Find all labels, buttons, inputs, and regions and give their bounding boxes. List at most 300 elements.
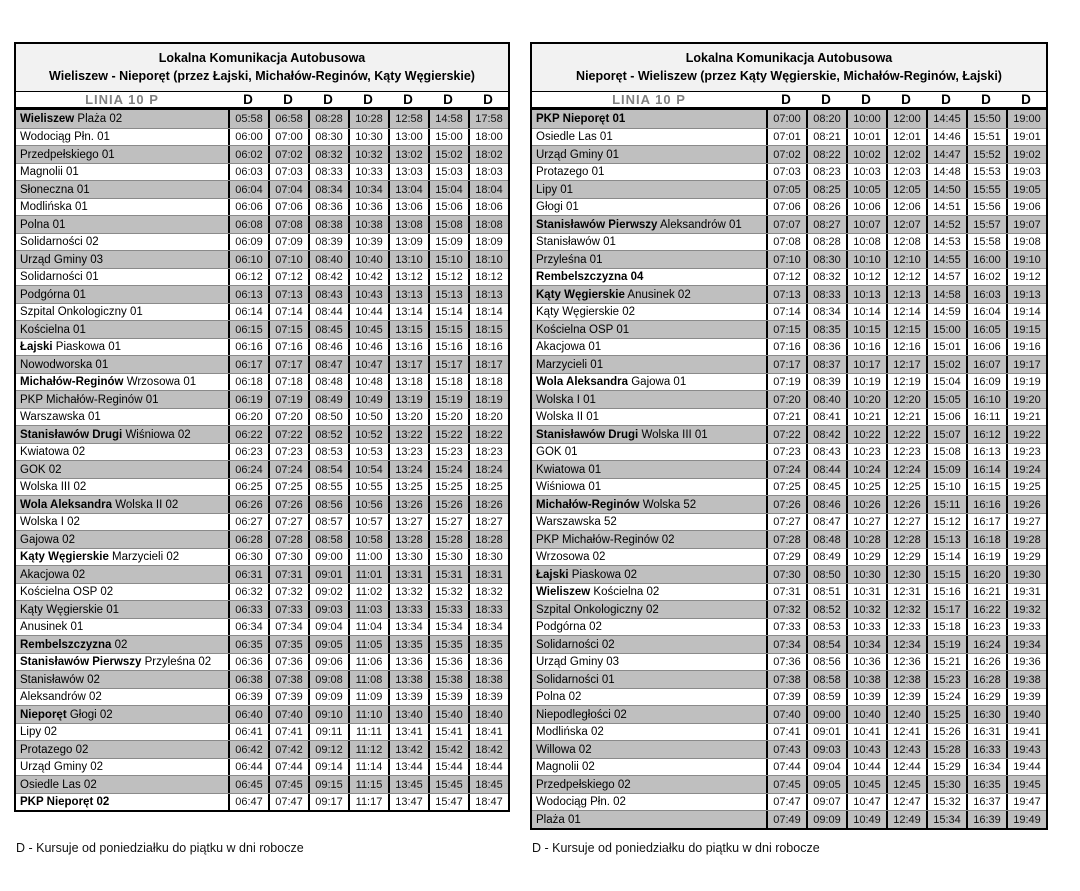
departure-time: 10:40	[348, 251, 388, 268]
departure-time: 18:10	[468, 251, 508, 268]
departure-time: 15:32	[428, 584, 468, 601]
departure-time: 11:12	[348, 741, 388, 758]
departure-time: 10:15	[846, 321, 886, 338]
departure-time: 08:46	[806, 496, 846, 513]
departure-time: 07:33	[268, 601, 308, 618]
departure-time: 13:42	[388, 741, 428, 758]
departure-time: 12:41	[886, 724, 926, 741]
departure-time: 12:22	[886, 426, 926, 443]
departure-time: 19:27	[1006, 514, 1046, 531]
departure-time: 16:30	[966, 706, 1006, 723]
stop-name: Stanisławów Drugi Wolska III 01	[536, 428, 708, 441]
departure-time: 12:43	[886, 741, 926, 758]
departure-time: 08:42	[806, 426, 846, 443]
departure-time: 07:10	[766, 251, 806, 268]
departure-time: 10:43	[348, 286, 388, 303]
stop-name: Szpital Onkologiczny 01	[20, 306, 143, 318]
stop-name: Gajowa 02	[20, 533, 75, 546]
stop-row	[16, 320, 508, 338]
departure-time: 10:38	[846, 671, 886, 688]
stop-row	[532, 110, 1046, 128]
departure-time: 12:47	[886, 794, 926, 811]
departure-time: 18:28	[468, 531, 508, 548]
departure-time: 07:40	[268, 706, 308, 723]
departure-time: 08:35	[806, 321, 846, 338]
stop-name: Rembelszczyzna 02	[20, 638, 128, 651]
departure-time: 08:33	[806, 286, 846, 303]
departure-time: 13:36	[388, 654, 428, 671]
departure-time: 14:58	[926, 286, 966, 303]
departure-time: 18:15	[468, 321, 508, 338]
departure-time: 07:32	[268, 584, 308, 601]
stop-name: Stanisławów 01	[536, 236, 616, 248]
stop-name: Anusinek 01	[20, 621, 84, 633]
departure-time: 10:16	[846, 339, 886, 356]
departure-time: 16:18	[966, 531, 1006, 548]
departure-time: 07:16	[268, 339, 308, 356]
departure-time: 12:08	[886, 234, 926, 251]
departure-time: 12:49	[886, 811, 926, 828]
departure-time: 16:10	[966, 391, 1006, 408]
departure-time: 08:36	[308, 199, 348, 216]
stop-row	[16, 775, 508, 793]
departure-time: 08:57	[308, 514, 348, 531]
departure-time: 07:13	[766, 286, 806, 303]
day-code-header: D	[821, 92, 831, 108]
departure-time: 09:03	[308, 601, 348, 618]
departure-time: 14:46	[926, 129, 966, 146]
departure-time: 06:27	[228, 514, 268, 531]
departure-time: 12:06	[886, 199, 926, 216]
departure-time: 08:42	[308, 269, 348, 286]
departure-time: 10:44	[348, 304, 388, 321]
departure-time: 06:13	[228, 286, 268, 303]
operator-title: Lokalna Komunikacja Autobusowa	[685, 51, 893, 65]
stop-name: GOK 02	[20, 463, 62, 476]
departure-time: 07:22	[766, 426, 806, 443]
departure-time: 06:16	[228, 339, 268, 356]
departure-time: 13:34	[388, 619, 428, 636]
departure-time: 15:06	[926, 409, 966, 426]
departure-time: 10:29	[846, 549, 886, 566]
stop-row	[532, 268, 1046, 286]
day-code-header: D	[283, 92, 293, 108]
departure-time: 16:05	[966, 321, 1006, 338]
stop-row	[532, 653, 1046, 671]
stop-row	[532, 320, 1046, 338]
departure-time: 08:44	[308, 304, 348, 321]
departure-time: 10:25	[846, 479, 886, 496]
departure-time: 19:36	[1006, 654, 1046, 671]
departure-time: 07:12	[268, 269, 308, 286]
departure-time: 16:37	[966, 794, 1006, 811]
departure-time: 18:12	[468, 269, 508, 286]
departure-time: 08:39	[308, 234, 348, 251]
departure-time: 11:14	[348, 759, 388, 776]
stop-name: Głogi 01	[536, 201, 579, 213]
stop-row	[532, 233, 1046, 251]
departure-time: 18:31	[468, 566, 508, 583]
departure-time: 15:28	[428, 531, 468, 548]
stop-row	[532, 723, 1046, 741]
departure-time: 08:53	[806, 619, 846, 636]
departure-time: 15:16	[926, 584, 966, 601]
departure-time: 07:02	[268, 146, 308, 163]
departure-time: 11:06	[348, 654, 388, 671]
stop-name: Kościelna OSP 02	[20, 586, 114, 598]
departure-time: 12:24	[886, 461, 926, 478]
departure-time: 15:44	[428, 759, 468, 776]
departure-time: 14:45	[926, 110, 966, 128]
stop-name: Wiśniowa 01	[536, 481, 602, 493]
departure-time: 13:10	[388, 251, 428, 268]
departure-time: 18:27	[468, 514, 508, 531]
stop-name: Urząd Gminy 03	[536, 656, 620, 668]
stop-name: Przedpełskiego 02	[536, 778, 631, 791]
stop-row	[16, 338, 508, 356]
departure-time: 06:15	[228, 321, 268, 338]
departure-time: 12:45	[886, 776, 926, 793]
departure-time: 18:08	[468, 216, 508, 233]
stop-name: Magnolii 01	[20, 166, 79, 178]
departure-time: 09:02	[308, 584, 348, 601]
stop-row	[532, 163, 1046, 181]
departure-time: 07:14	[268, 304, 308, 321]
stop-name: Wolska I 01	[536, 393, 596, 406]
departure-time: 08:50	[308, 409, 348, 426]
departure-time: 19:29	[1006, 549, 1046, 566]
stop-row	[532, 215, 1046, 233]
departure-time: 10:56	[348, 496, 388, 513]
departure-time: 07:30	[268, 549, 308, 566]
departure-time: 06:03	[228, 164, 268, 181]
departure-time: 18:47	[468, 794, 508, 811]
departure-time: 07:05	[766, 181, 806, 198]
departure-time: 13:12	[388, 269, 428, 286]
departure-time: 09:17	[308, 794, 348, 811]
stop-row	[16, 670, 508, 688]
departure-time: 10:52	[348, 426, 388, 443]
stop-name: Wolska I 02	[20, 516, 80, 528]
departure-time: 10:23	[846, 444, 886, 461]
departure-time: 08:28	[806, 234, 846, 251]
departure-time: 19:25	[1006, 479, 1046, 496]
departure-time: 07:38	[766, 671, 806, 688]
stop-name: Stanisławów Drugi Wiśniowa 02	[20, 428, 191, 441]
departure-time: 18:14	[468, 304, 508, 321]
departure-time: 13:14	[388, 304, 428, 321]
departure-time: 15:09	[428, 234, 468, 251]
stop-name: Rembelszczyzna 04	[536, 271, 644, 283]
departure-time: 12:17	[886, 356, 926, 373]
footnote-left: D - Kursuje od poniedziałku do piątku w dni robocze	[16, 841, 304, 855]
stop-row	[16, 548, 508, 566]
departure-time: 19:06	[1006, 199, 1046, 216]
departure-time: 12:40	[886, 706, 926, 723]
departure-time: 08:32	[308, 146, 348, 163]
stop-row	[16, 163, 508, 181]
departure-time: 14:57	[926, 269, 966, 286]
departure-time: 12:26	[886, 496, 926, 513]
stop-row	[16, 565, 508, 583]
departure-time: 08:40	[806, 391, 846, 408]
departure-time: 19:01	[1006, 129, 1046, 146]
departure-time: 15:12	[926, 514, 966, 531]
departure-time: 08:52	[308, 426, 348, 443]
day-code-header: D	[861, 92, 871, 108]
departure-time: 06:28	[228, 531, 268, 548]
departure-time: 14:51	[926, 199, 966, 216]
day-code-header: D	[1021, 92, 1031, 108]
route-subtitle: Nieporęt - Wieliszew (przez Kąty Węgierskie, Michałów-Reginów, Łajski)	[576, 69, 1002, 84]
stop-name: Modlińska 02	[536, 726, 604, 738]
departure-time: 18:34	[468, 619, 508, 636]
departure-time: 06:04	[228, 181, 268, 198]
departure-time: 14:59	[926, 304, 966, 321]
departure-time: 07:24	[268, 461, 308, 478]
departure-time: 10:08	[846, 234, 886, 251]
departure-time: 07:34	[268, 619, 308, 636]
departure-time: 08:45	[308, 321, 348, 338]
departure-time: 16:07	[966, 356, 1006, 373]
departure-time: 13:47	[388, 794, 428, 811]
departure-time: 10:42	[348, 269, 388, 286]
departure-time: 15:04	[428, 181, 468, 198]
departure-time: 10:03	[846, 164, 886, 181]
stop-row	[16, 758, 508, 776]
stop-row	[532, 373, 1046, 391]
departure-time: 13:20	[388, 409, 428, 426]
departure-time: 06:36	[228, 654, 268, 671]
departure-time: 15:27	[428, 514, 468, 531]
stop-name: Osiedle Las 02	[20, 778, 97, 791]
departure-time: 07:41	[268, 724, 308, 741]
stop-row	[532, 635, 1046, 653]
departure-time: 06:44	[228, 759, 268, 776]
departure-time: 10:28	[348, 110, 388, 128]
column-header-row	[532, 92, 1046, 110]
departure-time: 19:30	[1006, 566, 1046, 583]
departure-time: 06:31	[228, 566, 268, 583]
departure-time: 09:03	[806, 741, 846, 758]
departure-time: 06:02	[228, 146, 268, 163]
departure-time: 10:13	[846, 286, 886, 303]
departure-time: 06:33	[228, 601, 268, 618]
departure-time: 15:15	[926, 566, 966, 583]
departure-time: 16:26	[966, 654, 1006, 671]
stop-row	[532, 495, 1046, 513]
stop-name: Wieliszew Plaża 02	[20, 113, 123, 125]
departure-time: 11:10	[348, 706, 388, 723]
departure-time: 10:46	[348, 339, 388, 356]
departure-time: 10:31	[846, 584, 886, 601]
departure-time: 15:06	[428, 199, 468, 216]
column-header-row	[16, 92, 508, 110]
departure-time: 07:29	[766, 549, 806, 566]
departure-time: 15:56	[966, 199, 1006, 216]
departure-time: 15:25	[428, 479, 468, 496]
departure-time: 15:13	[926, 531, 966, 548]
stop-name: Solidarności 02	[536, 638, 615, 651]
departure-time: 09:04	[806, 759, 846, 776]
departure-time: 07:06	[268, 199, 308, 216]
departure-time: 08:49	[806, 549, 846, 566]
departure-time: 16:04	[966, 304, 1006, 321]
departure-time: 13:23	[388, 444, 428, 461]
stop-name: Urząd Gminy 03	[20, 253, 104, 266]
departure-time: 09:00	[806, 706, 846, 723]
departure-time: 08:27	[806, 216, 846, 233]
departure-time: 06:30	[228, 549, 268, 566]
departure-time: 12:13	[886, 286, 926, 303]
departure-time: 10:10	[846, 251, 886, 268]
stop-row	[532, 618, 1046, 636]
departure-time: 19:26	[1006, 496, 1046, 513]
stop-name: Akacjowa 01	[536, 341, 602, 353]
departure-time: 07:44	[268, 759, 308, 776]
departure-time: 06:14	[228, 304, 268, 321]
departure-time: 15:20	[428, 409, 468, 426]
departure-time: 08:39	[806, 374, 846, 391]
departure-time: 16:02	[966, 269, 1006, 286]
departure-time: 19:28	[1006, 531, 1046, 548]
stop-name: Wodociąg Płn. 01	[20, 131, 110, 143]
departure-time: 06:17	[228, 356, 268, 373]
departure-time: 07:26	[766, 496, 806, 513]
departure-time: 07:01	[766, 129, 806, 146]
stop-name: Kąty Węgierskie 01	[20, 603, 120, 616]
stop-row	[16, 355, 508, 373]
stop-name: Solidarności 01	[20, 271, 99, 283]
departure-time: 14:52	[926, 216, 966, 233]
departure-time: 07:03	[268, 164, 308, 181]
departure-time: 18:32	[468, 584, 508, 601]
departure-time: 15:09	[926, 461, 966, 478]
stop-row	[16, 180, 508, 198]
departure-time: 18:35	[468, 636, 508, 653]
departure-time: 15:31	[428, 566, 468, 583]
departure-time: 07:45	[766, 776, 806, 793]
day-code-header: D	[941, 92, 951, 108]
stop-row	[16, 408, 508, 426]
departure-time: 19:32	[1006, 601, 1046, 618]
departure-time: 15:33	[428, 601, 468, 618]
departure-time: 07:25	[268, 479, 308, 496]
departure-time: 11:04	[348, 619, 388, 636]
departure-time: 08:38	[308, 216, 348, 233]
departure-time: 10:26	[846, 496, 886, 513]
departure-time: 06:25	[228, 479, 268, 496]
departure-time: 09:05	[806, 776, 846, 793]
departure-time: 10:50	[348, 409, 388, 426]
stop-row	[16, 268, 508, 286]
departure-time: 07:39	[766, 689, 806, 706]
stop-row	[532, 810, 1046, 828]
stop-name: Protazego 01	[536, 166, 605, 178]
departure-time: 15:30	[428, 549, 468, 566]
departure-time: 15:13	[428, 286, 468, 303]
departure-time: 16:19	[966, 549, 1006, 566]
departure-time: 07:00	[268, 129, 308, 146]
stop-name: Warszawska 01	[20, 411, 101, 423]
stop-name: Kąty Węgierskie 02	[536, 306, 636, 318]
departure-time: 08:26	[806, 199, 846, 216]
departure-time: 14:47	[926, 146, 966, 163]
departure-time: 07:34	[766, 636, 806, 653]
departure-time: 07:28	[766, 531, 806, 548]
stop-row	[532, 425, 1046, 443]
departure-time: 08:20	[806, 110, 846, 128]
day-code-headers	[228, 92, 508, 107]
departure-time: 08:56	[806, 654, 846, 671]
departure-time: 10:20	[846, 391, 886, 408]
departure-time: 10:19	[846, 374, 886, 391]
departure-time: 08:59	[806, 689, 846, 706]
departure-time: 13:15	[388, 321, 428, 338]
departure-time: 15:14	[926, 549, 966, 566]
stop-row	[16, 688, 508, 706]
timetable-nieporet-wieliszew	[530, 42, 1048, 830]
departure-time: 19:39	[1006, 689, 1046, 706]
departure-time: 15:25	[926, 706, 966, 723]
departure-time: 06:47	[228, 794, 268, 811]
departure-time: 07:20	[268, 409, 308, 426]
departure-time: 07:27	[268, 514, 308, 531]
stop-name: Nowodworska 01	[20, 358, 109, 371]
stop-row	[532, 513, 1046, 531]
departure-time: 07:31	[268, 566, 308, 583]
stop-row	[532, 128, 1046, 146]
departure-time: 19:15	[1006, 321, 1046, 338]
departure-time: 15:18	[926, 619, 966, 636]
departure-time: 12:44	[886, 759, 926, 776]
departure-time: 12:39	[886, 689, 926, 706]
stop-row	[532, 460, 1046, 478]
stop-row	[16, 285, 508, 303]
departure-time: 19:40	[1006, 706, 1046, 723]
departure-time: 10:06	[846, 199, 886, 216]
departure-time: 15:08	[428, 216, 468, 233]
departure-time: 08:47	[806, 514, 846, 531]
departure-time: 16:24	[966, 636, 1006, 653]
departure-time: 15:51	[966, 129, 1006, 146]
stop-row	[532, 285, 1046, 303]
departure-time: 18:24	[468, 461, 508, 478]
departure-time: 06:00	[228, 129, 268, 146]
departure-time: 13:28	[388, 531, 428, 548]
departure-time: 15:52	[966, 146, 1006, 163]
departure-time: 10:49	[348, 391, 388, 408]
departure-time: 13:26	[388, 496, 428, 513]
departure-time: 07:31	[766, 584, 806, 601]
departure-time: 13:30	[388, 549, 428, 566]
departure-time: 07:04	[268, 181, 308, 198]
stop-name: Michałów-Reginów Wrzosowa 01	[20, 376, 197, 388]
departure-time: 16:28	[966, 671, 1006, 688]
departure-time: 12:36	[886, 654, 926, 671]
departure-time: 06:38	[228, 671, 268, 688]
departure-time: 08:33	[308, 164, 348, 181]
stop-name: Wolska II 01	[536, 411, 600, 423]
departure-time: 06:41	[228, 724, 268, 741]
stop-row	[16, 705, 508, 723]
departure-time: 18:45	[468, 776, 508, 793]
departure-time: 07:33	[766, 619, 806, 636]
departure-time: 06:18	[228, 374, 268, 391]
departure-time: 10:55	[348, 479, 388, 496]
stop-name: Solidarności 02	[20, 236, 99, 248]
departure-time: 16:29	[966, 689, 1006, 706]
